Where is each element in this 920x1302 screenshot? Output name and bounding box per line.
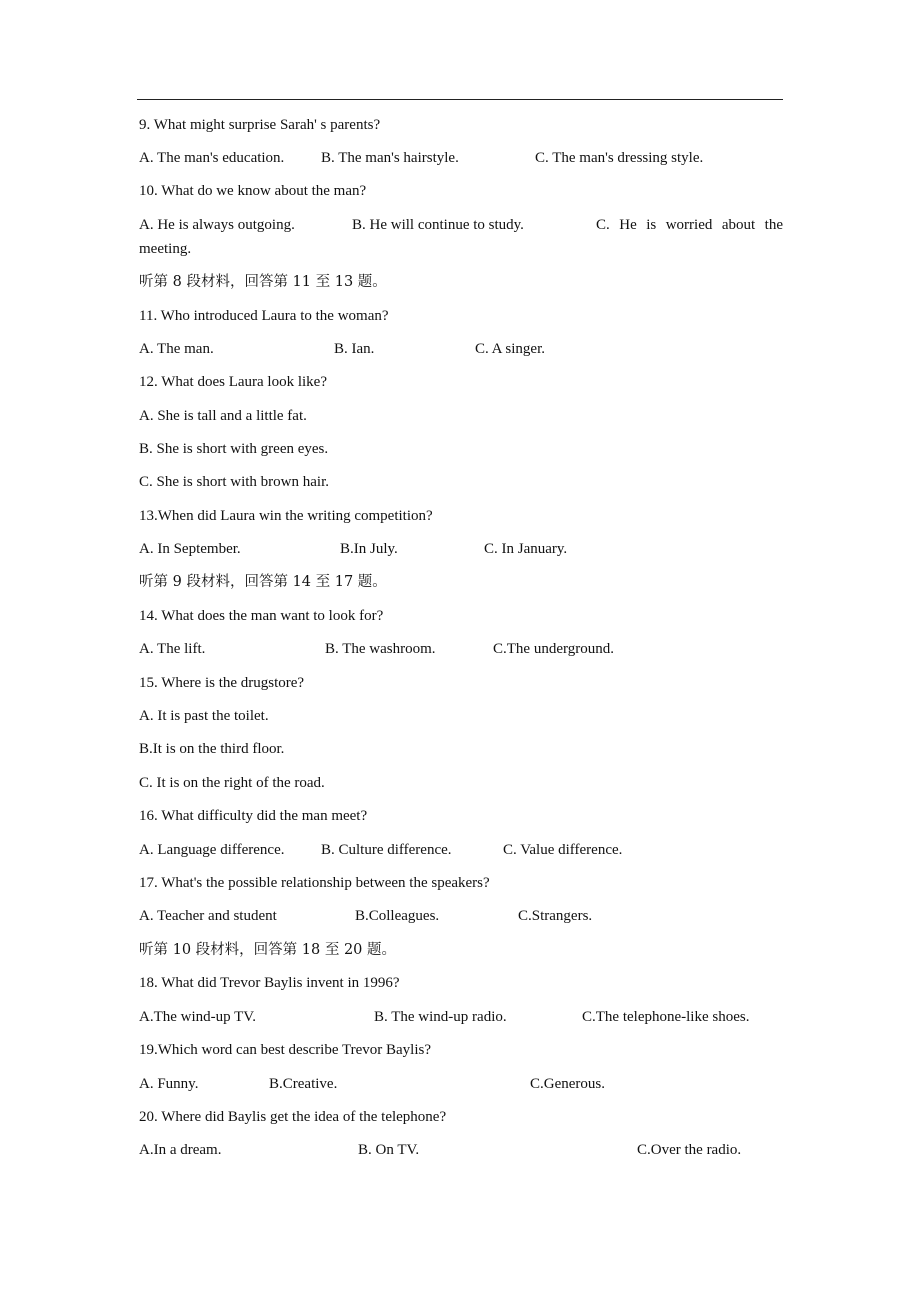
- q10-option-b: B. He will continue to study.: [352, 217, 524, 233]
- q11-option-b: B. Ian.: [334, 341, 375, 357]
- q19-option-c: C.Generous.: [530, 1076, 605, 1092]
- q19-option-b: B.Creative.: [269, 1076, 338, 1092]
- q10-option-a: A. He is always outgoing.: [139, 217, 295, 233]
- question-13: 13.When did Laura win the writing competition?: [139, 508, 433, 524]
- question-15: 15. Where is the drugstore?: [139, 675, 305, 691]
- q12-option-a: A. She is tall and a little fat.: [139, 408, 307, 424]
- q17-option-a: A. Teacher and student: [139, 908, 277, 924]
- q16-option-a: A. Language difference.: [139, 842, 285, 858]
- q14-option-c: C.The underground.: [493, 641, 614, 657]
- q18-option-c: C.The telephone-like shoes.: [582, 1009, 750, 1025]
- q19-option-a: A. Funny.: [139, 1076, 199, 1092]
- q9-option-a: A. The man's education.: [139, 150, 285, 166]
- section-9-instruction: 听第 9 段材料，回答第 14 至 17 题。: [139, 574, 387, 590]
- q18-option-b: B. The wind-up radio.: [374, 1009, 507, 1025]
- q16-option-b: B. Culture difference.: [321, 842, 452, 858]
- q20-option-c: C.Over the radio.: [637, 1142, 742, 1158]
- question-20: 20. Where did Baylis get the idea of the telephone?: [139, 1109, 447, 1125]
- q12-option-b: B. She is short with green eyes.: [139, 441, 329, 457]
- question-10: 10. What do we know about the man?: [139, 183, 367, 199]
- question-14: 14. What does the man want to look for?: [139, 608, 384, 624]
- section-8-instruction: 听第 8 段材料，回答第 11 至 13 题。: [139, 274, 387, 290]
- q10-option-c-continued: meeting.: [139, 241, 192, 257]
- question-16: 16. What difficulty did the man meet?: [139, 808, 368, 824]
- q17-option-c: C.Strangers.: [518, 908, 593, 924]
- q14-option-a: A. The lift.: [139, 641, 206, 657]
- section-10-instruction: 听第 10 段材料，回答第 18 至 20 题。: [139, 942, 397, 958]
- question-19: 19.Which word can best describe Trevor Baylis?: [139, 1042, 432, 1058]
- q15-option-a: A. It is past the toilet.: [139, 708, 269, 724]
- q20-option-a: A.In a dream.: [139, 1142, 222, 1158]
- q15-option-b: B.It is on the third floor.: [139, 741, 285, 757]
- q13-option-b: B.In July.: [340, 541, 398, 557]
- q9-option-b: B. The man's hairstyle.: [321, 150, 459, 166]
- question-9: 9. What might surprise Sarah' s parents?: [139, 117, 381, 133]
- q20-option-b: B. On TV.: [358, 1142, 420, 1158]
- q9-option-c: C. The man's dressing style.: [535, 150, 704, 166]
- q16-option-c: C. Value difference.: [503, 842, 623, 858]
- q18-option-a: A.The wind-up TV.: [139, 1009, 256, 1025]
- q17-option-b: B.Colleagues.: [355, 908, 440, 924]
- q13-option-a: A. In September.: [139, 541, 241, 557]
- question-17: 17. What's the possible relationship between the speakers?: [139, 875, 490, 891]
- q14-option-b: B. The washroom.: [325, 641, 436, 657]
- header-rule: [137, 99, 783, 100]
- question-11: 11. Who introduced Laura to the woman?: [139, 308, 389, 324]
- q10-option-c: C. He is worried about the: [596, 217, 783, 233]
- q13-option-c: C. In January.: [484, 541, 568, 557]
- q12-option-c: C. She is short with brown hair.: [139, 474, 329, 490]
- q15-option-c: C. It is on the right of the road.: [139, 775, 325, 791]
- question-12: 12. What does Laura look like?: [139, 374, 327, 390]
- question-18: 18. What did Trevor Baylis invent in 1996?: [139, 975, 400, 991]
- q11-option-c: C. A singer.: [475, 341, 546, 357]
- q11-option-a: A. The man.: [139, 341, 214, 357]
